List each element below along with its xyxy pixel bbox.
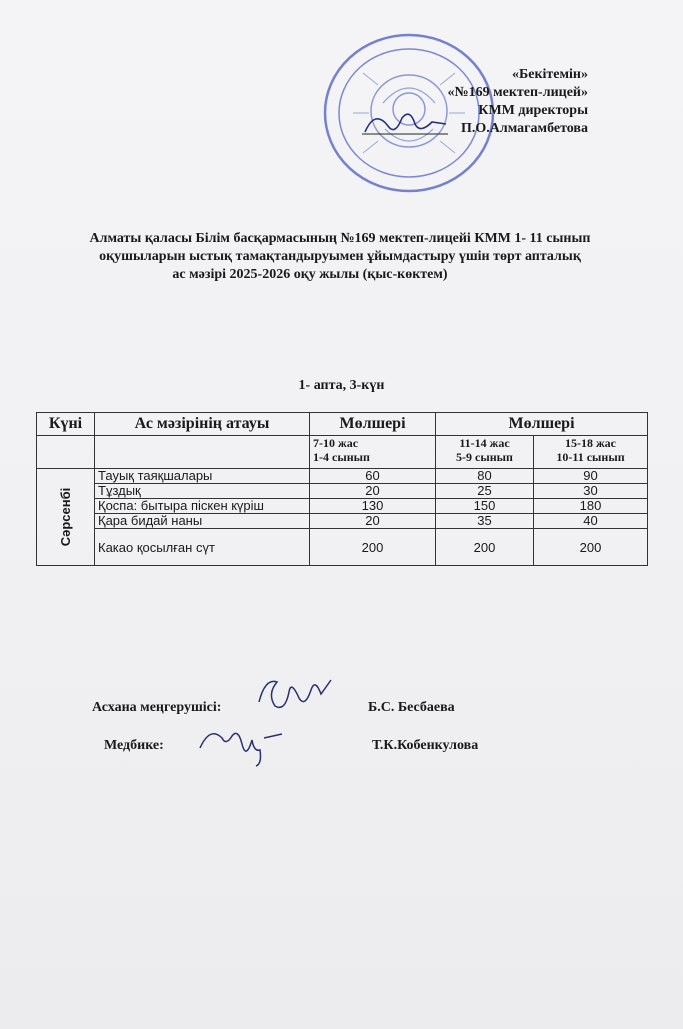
approval-line-1: «Бекітемін»: [511, 67, 588, 82]
menu-table: [36, 412, 648, 566]
approval-line-4: П.О.Алмагамбетова: [460, 121, 588, 136]
dish-name: Қара бидай наны: [95, 514, 310, 529]
dish-name: Какао қосылған сүт: [95, 529, 310, 566]
cook-name: Б.С. Бесбаева: [368, 700, 455, 715]
cook-signature: [255, 672, 335, 717]
header-qty-1: Мөлшері: [310, 413, 436, 436]
header-day: Күні: [37, 413, 95, 436]
header-qty-2: Мөлшері: [436, 413, 648, 436]
day-cell: Сәрсенбі: [37, 469, 95, 566]
approval-line-3: КММ директоры: [478, 103, 588, 118]
nurse-signature: [196, 722, 286, 767]
subheader-age-1: 7-10 жас 1-4 сынып: [310, 436, 436, 469]
title-line-3: ас мәзірі 2025-2026 оқу жылы (қыс-көктем): [172, 267, 448, 282]
dish-name: Тұздық: [95, 484, 310, 499]
approval-line-2: «№169 мектеп-лицей»: [447, 85, 588, 100]
subheader-age-2: 11-14 жас 5-9 сынып: [436, 436, 534, 469]
subheader-age-3: 15-18 жас 10-11 сынып: [534, 436, 648, 469]
cook-title: Асхана меңгерушісі:: [92, 700, 222, 715]
title-line-2: оқушыларын ыстық тамақтандыруымен ұйымдастыру үшін төрт апталық: [99, 249, 581, 264]
table-row: Тұздық 20 25 30: [37, 484, 648, 499]
week-label: 1- апта, 3-күн: [298, 378, 385, 393]
title-line-1: Алматы қаласы Білім басқармасының №169 мектеп-лицейі КММ 1- 11 сынып: [89, 231, 591, 246]
table-row: Какао қосылған сүт 200 200 200: [37, 529, 648, 566]
dish-name: Тауық таяқшалары: [95, 469, 310, 484]
dish-name: Қоспа: бытыра піскен күріш: [95, 499, 310, 514]
nurse-name: Т.К.Кобенкулова: [372, 738, 479, 753]
nurse-title: Медбике:: [104, 738, 164, 753]
header-dish: Ас мәзірінің атауы: [95, 413, 310, 436]
document-title: [30, 230, 650, 284]
table-row: Қоспа: бытыра піскен күріш 130 150 180: [37, 499, 648, 514]
table-row: Сәрсенбі Тауық таяқшалары 60 80 90: [37, 469, 648, 484]
director-signature: [360, 104, 450, 144]
approval-block: [448, 66, 588, 138]
table-row: Қара бидай наны 20 35 40: [37, 514, 648, 529]
